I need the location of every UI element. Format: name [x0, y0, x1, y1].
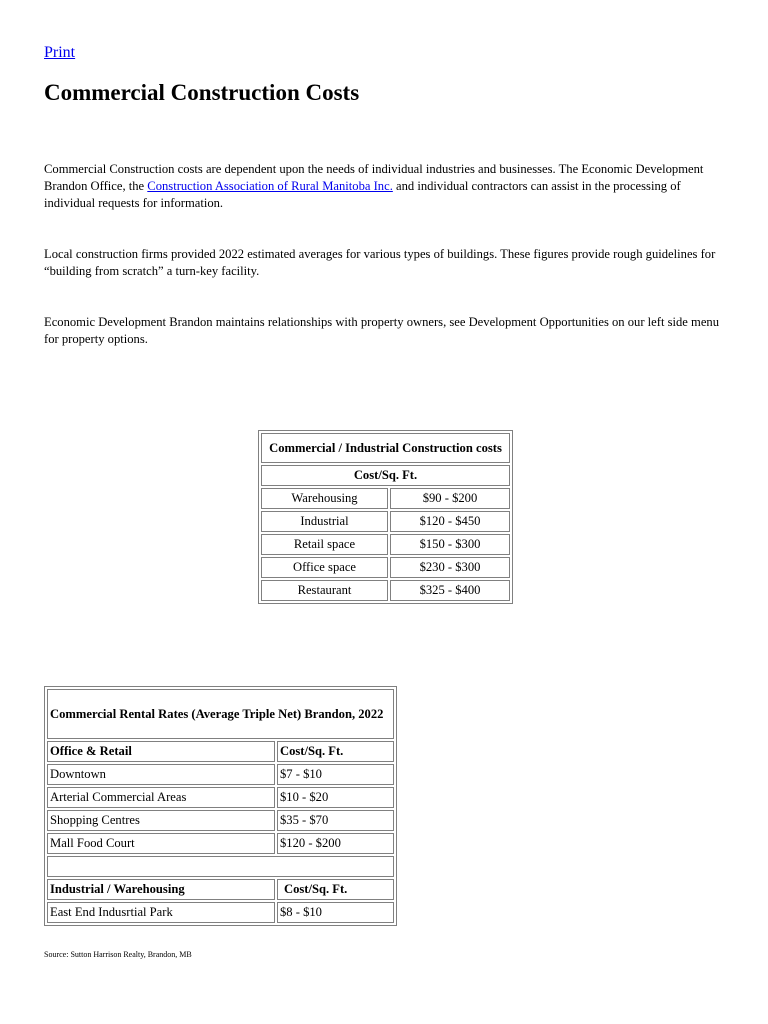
rental-area: Shopping Centres [47, 810, 275, 831]
intro-paragraph [44, 161, 728, 212]
industrial-cost-header: Cost/Sq. Ft. [277, 879, 394, 900]
rental-cost: $35 - $70 [277, 810, 394, 831]
rental-area: East End Indusrtial Park [47, 902, 275, 923]
office-cost-header: Cost/Sq. Ft. [277, 741, 394, 762]
page-title: Commercial Construction Costs [44, 80, 360, 105]
rental-area: Downtown [47, 764, 275, 785]
construction-table-subheader: Cost/Sq. Ft. [261, 465, 510, 486]
construction-costs-table [258, 430, 513, 604]
construction-table-title: Commercial / Industrial Construction costs [261, 433, 510, 463]
building-type: Retail space [261, 534, 388, 555]
building-type: Office space [261, 557, 388, 578]
table-row [47, 787, 394, 808]
table-row [261, 534, 510, 555]
building-cost: $90 - $200 [390, 488, 510, 509]
construction-association-link[interactable]: Construction Association of Rural Manitoba Inc. [147, 179, 393, 193]
rental-cost: $8 - $10 [277, 902, 394, 923]
property-paragraph: Economic Development Brandon maintains relationships with property owners, see Development Opportunities on our left side menu for property options. [44, 315, 720, 346]
table-row [47, 833, 394, 854]
table-row [261, 488, 510, 509]
building-type: Restaurant [261, 580, 388, 601]
rental-cost: $120 - $200 [277, 833, 394, 854]
table-row [261, 511, 510, 532]
rental-area: Mall Food Court [47, 833, 275, 854]
industrial-warehousing-header: Industrial / Warehousing [47, 879, 275, 900]
building-cost: $120 - $450 [390, 511, 510, 532]
print-link[interactable]: Print [44, 44, 76, 61]
rental-cost: $10 - $20 [277, 787, 394, 808]
rental-table-title: Commercial Rental Rates (Average Triple Net) Brandon, 2022 [47, 689, 394, 739]
building-cost: $325 - $400 [390, 580, 510, 601]
blank-cell [47, 856, 394, 877]
table-row [47, 810, 394, 831]
building-type: Warehousing [261, 488, 388, 509]
intro-text-before: Commercial Construction costs are dependent upon the needs of individual industries and businesses. The Economic Development Brandon Office, the [44, 162, 704, 193]
table-row [47, 902, 394, 923]
blank-row [47, 856, 394, 877]
estimates-paragraph: Local construction firms provided 2022 estimated averages for various types of buildings. These figures provide rough guidelines for “building from scratch” a turn-key facility. [44, 247, 716, 278]
rental-cost: $7 - $10 [277, 764, 394, 785]
table-row [261, 557, 510, 578]
rental-rates-table [44, 686, 397, 926]
table-row [261, 580, 510, 601]
office-retail-header: Office & Retail [47, 741, 275, 762]
building-cost: $150 - $300 [390, 534, 510, 555]
table-row [47, 764, 394, 785]
rental-area: Arterial Commercial Areas [47, 787, 275, 808]
intro-text-after: and individual contractors can assist in the processing of individual requests for information. [44, 179, 681, 210]
source-note: Source: Sutton Harrison Realty, Brandon, MB [44, 950, 192, 959]
building-type: Industrial [261, 511, 388, 532]
building-cost: $230 - $300 [390, 557, 510, 578]
